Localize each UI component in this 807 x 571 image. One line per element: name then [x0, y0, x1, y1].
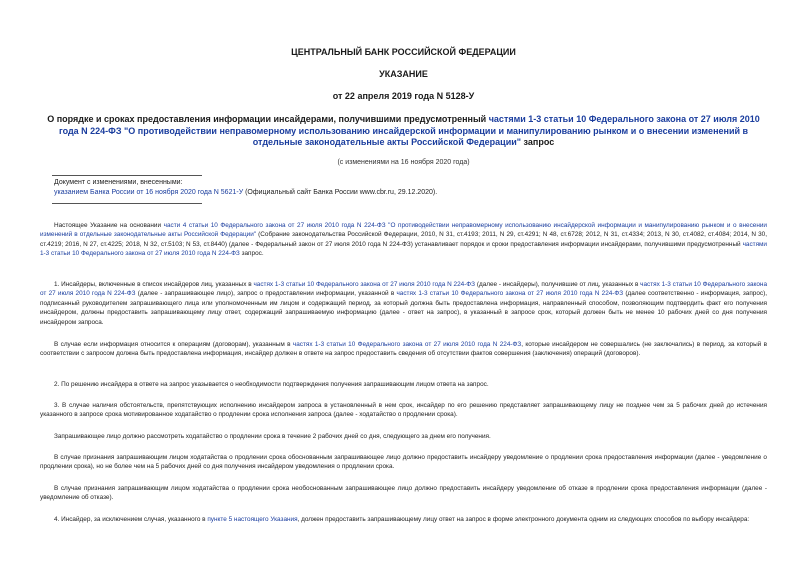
amended-note: (с изменениями на 16 ноября 2020 года): [337, 159, 470, 166]
amendment-link[interactable]: указанием Банка России от 16 ноября 2020 года N 5621-У: [54, 189, 244, 196]
paragraph-text: В случае если информация относится к операциям (договорам), указанным в: [54, 341, 293, 348]
title-text-end: запрос: [521, 137, 555, 147]
bank-name: ЦЕНТРАЛЬНЫЙ БАНК РОССИЙСКОЙ ФЕДЕРАЦИИ: [291, 47, 516, 57]
paragraph-text: (Собрание законодательства Российской Федерации, 2010, N 31, ст.4193; 2011, N 29, ст.4291; N 48, ст.6728; 2012, N 31, ст.4334; 2013, N 30, ст.4082, ст.4084; 2014, N 30, ст.4219; 2016, N 27, ст.4225; 2018, N 32, ст.5103; N 53, ст.8440) (далее - Федеральный закон от 27 июля 2010 года N 224-ФЗ) устанавливает порядок и сроки предоставления информации инсайдерами, получившими предусмотренный: [40, 231, 767, 248]
paragraph-text: 1. Инсайдеры, включенные в список инсайдеров лиц, указанных в: [54, 281, 254, 288]
document-title: [40, 114, 767, 149]
document-date-number: от 22 апреля 2019 года N 5128-У: [332, 91, 475, 101]
paragraph-text: запрос.: [239, 250, 264, 258]
paragraph-text: Настоящее Указание на основании: [54, 222, 164, 229]
law-link[interactable]: частях 1-3 статьи 10 Федерального закона от 27 июля 2010 года N 224-ФЗ: [40, 281, 768, 298]
paragraph-text: , которые инсайдером не совершались (не заключались) в период, за который в соответствии с запросом должна быть предоставлена информация, инсайдер должен в ответе на запрос предоставить сведения об отсутствии фактов совершения (заключения) операций (договоров).: [40, 341, 768, 358]
paragraph-text: (далее - запрашивающее лицо), запрос о предоставлении информации, указанной в: [135, 290, 397, 298]
law-link[interactable]: частях 1-3 статьи 10 Федерального закона от 27 июля 2010 года N 224-ФЗ: [396, 290, 624, 298]
law-link[interactable]: части 4 статьи 10 Федерального закона от 27 июля 2010 года N 224-ФЗ "О противодействии неправомерному использованию инсайдерской информации и манипулированию рынком и о внесении изменений в отдельные законодательные акты Российской Федерации": [40, 222, 768, 239]
amendments-info-label: Документ с изменениями, внесенными:: [54, 179, 183, 186]
paragraph-3-rejected: В случае признания запрашивающим лицом ходатайства о продлении срока необоснованным запрашивающее лицо должно предоставить инсайдеру уведомление об отказе в продлении срока предоставления информации (далее - уведомление об отказе).: [40, 485, 767, 502]
paragraph-text: (далее - инсайдеры), получившие от лиц, указанных в: [475, 281, 641, 288]
paragraph-3: 3. В случае наличия обстоятельств, препятствующих исполнению инсайдером запроса в установленный в нем срок, инсайдер по его решению представляет запрашивающему лицу не позднее чем за 5 рабочих дней до истечения указанного в запросе срока мотивированное ходатайство о продлении срока исполнения запроса (далее - ходатайство о продлении срока).: [40, 402, 767, 419]
paragraph-1: [40, 280, 767, 327]
paragraph-1-continued: [40, 340, 767, 359]
paragraph-text: (далее соответственно - информация, запрос), подписанный руководителем запрашивающего лица или уполномоченным им лицом и содержащий период, за который должна быть предоставлена информация, направленный способом, позволяющим подтвердить факт его получения инсайдером, должны предоставить запрашивающему лицу ответ, содержащий запрашиваемую информацию (далее - ответ на запрос), в указанный в запросе срок, который должен быть не менее 10 рабочих дней со дня получения инсайдером запроса.: [40, 290, 768, 326]
divider-bottom: [52, 203, 202, 204]
title-law-link[interactable]: частями 1-3 статьи 10 Федерального закона от 27 июля 2010 года N 224-ФЗ "О противодействии неправомерному использованию инсайдерской информации и манипулированию рынком и о внесении изменений в отдельные законодательные акты Российской Федерации": [58, 114, 760, 147]
paragraph-intro: [40, 221, 767, 259]
law-link[interactable]: частями 1-3 статьи 10 Федерального закона от 27 июля 2010 года N 224-ФЗ: [40, 240, 767, 258]
title-text-start: О порядке и сроках предоставления информации инсайдерами, получившими предусмотренный: [47, 114, 489, 124]
paragraph-2: 2. По решению инсайдера в ответе на запрос указывается о необходимости подтверждения получения запрашивающим лицом ответа на запрос.: [54, 381, 489, 388]
paragraph-text: , должен предоставить запрашивающему лицу ответ на запрос в форме электронного документа одним из следующих способов по выбору инсайдера:: [297, 516, 750, 523]
paragraph-4: [40, 515, 767, 524]
amendments-info: [54, 178, 437, 198]
law-link[interactable]: частях 1-3 статьи 10 Федерального закона от 27 июля 2010 года N 224-ФЗ: [292, 341, 522, 348]
paragraph-text: 4. Инсайдер, за исключением случая, указанного в: [54, 516, 208, 523]
paragraph-3-review: Запрашивающее лицо должно рассмотреть ходатайство о продлении срока в течение 2 рабочих дней со дня, следующего за днем его получения.: [54, 433, 491, 440]
paragraph-3-approved: В случае признания запрашивающим лицом ходатайства о продлении срока обоснованным запрашивающее лицо должно предоставить инсайдеру уведомление о продлении срока предоставления информации (далее - уведомление о продлении срока), но не более чем на 5 рабочих дней со дня получения инсайдером уведомления о продлении срока.: [40, 454, 767, 471]
section-link[interactable]: пункте 5 настоящего Указания: [207, 516, 298, 523]
law-link[interactable]: частях 1-3 статьи 10 Федерального закона от 27 июля 2010 года N 224-ФЗ: [253, 281, 476, 288]
amendment-source: (Официальный сайт Банка России www.cbr.ru, 29.12.2020).: [243, 189, 438, 196]
document-type: УКАЗАНИЕ: [379, 69, 428, 79]
divider-top: [52, 175, 202, 176]
